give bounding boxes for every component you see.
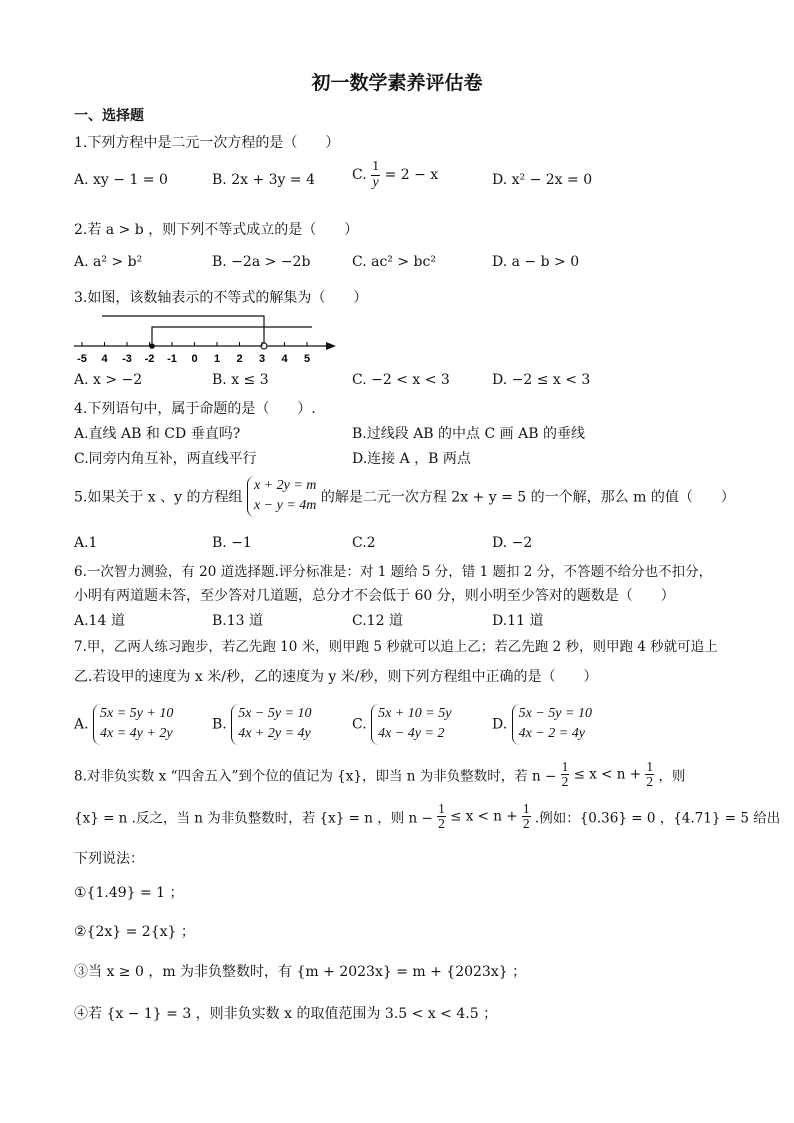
q5-option-a: A.1	[74, 535, 98, 551]
q7-d-label: D.	[492, 716, 508, 733]
q3-option-d: D. −2 ≤ x < 3	[492, 372, 591, 388]
frac-den: 2	[522, 816, 530, 832]
q8-l2-b: ≤ x < n +	[450, 808, 518, 825]
number-line-tick-label: 5	[303, 353, 311, 365]
q7-option-b	[212, 704, 312, 745]
q7-a-eq1: 5x = 5y + 10	[100, 706, 174, 721]
q2-option-b: B. −2a > −2b	[212, 254, 311, 270]
axis-arrow-icon	[326, 342, 336, 350]
frac-den: 2	[438, 816, 445, 832]
q7-c-label: C.	[352, 716, 367, 733]
q8-l2-c: .例如：{0.36} = 0 ，{4.71} = 5 给出	[534, 810, 781, 827]
bracket-x-ge-neg2	[152, 327, 312, 343]
q5-eq2: x − y = 4m	[253, 498, 317, 514]
q2-option-a: A. a² > b²	[74, 254, 143, 270]
q1-c-denominator: y	[372, 174, 379, 190]
q4-option-c: C.同旁内角互补，两直线平行	[74, 451, 257, 467]
q1-option-c	[352, 160, 438, 190]
page-title: 初一数学素养评估卷	[311, 72, 483, 94]
q8-l1-a: 8.对非负实数 x “四舍五入”到个位的值记为 {x}，即当 n 为非负整数时，若 n −	[74, 768, 557, 785]
q7-d-eq1: 5x − 5y = 10	[518, 706, 592, 721]
number-line-tick-label: 4	[281, 353, 288, 365]
q7-b-eq1: 5x − 5y = 10	[238, 706, 312, 721]
q7-stem-line1: 7.甲，乙两人练习跑步，若乙先跑 10 米，则甲跑 5 秒就可以追上乙；若乙先跑 2 秒，则甲跑 4 秒就可追上	[74, 639, 718, 655]
q5-option-b: B. −1	[212, 535, 252, 551]
q2-stem: 2.若 a > b ，则下列不等式成立的是（ ）	[74, 222, 359, 238]
q7-b-system	[231, 704, 311, 745]
number-line-tick-label: -1	[167, 353, 177, 365]
q7-d-system	[512, 704, 592, 745]
frac-den: 2	[561, 774, 569, 790]
q1-option-c-rest: = 2 − x	[384, 167, 439, 184]
frac-den: 2	[646, 774, 654, 790]
q7-c-system	[371, 704, 451, 745]
q1-option-c-label: C.	[352, 167, 367, 184]
q8-statement-2: ②{2x} = 2{x} ；	[74, 924, 195, 940]
q6-stem-line1: 6.一次智力测验，有 20 道选择题.评分标准是：对 1 题给 5 分，错 1 题扣 2 分，不答题不给分也不扣分，	[74, 564, 713, 580]
q1-c-numerator: 1	[372, 159, 380, 174]
q8-stem-line1	[74, 760, 685, 789]
q7-stem-line2: 乙.若设甲的速度为 x 米/秒，乙的速度为 y 米/秒，则下列方程组中正确的是（ ）	[74, 669, 598, 685]
q8-l2-half-1	[437, 802, 446, 831]
q8-l2-a: {x} = n .反之，当 n 为非负整数时，若 {x} = n ，则 n −	[74, 810, 433, 827]
q5-eq1: x + 2y = m	[253, 478, 317, 493]
q8-stem-line3: 下列说法：	[74, 851, 144, 867]
q2-option-d: D. a − b > 0	[492, 254, 580, 270]
q1-option-b: B. 2x + 3y = 4	[212, 172, 315, 188]
number-line-tick-label: 2	[236, 353, 243, 365]
number-line-tick-label: -5	[77, 353, 87, 365]
q1-option-a: A. xy − 1 = 0	[74, 172, 168, 188]
q1-stem: 1.下列方程中是二元一次方程的是（ ）	[74, 135, 340, 151]
q8-statement-3: ③当 x ≥ 0 ，m 为非负整数时，有 {m + 2023x} = m + {2023x} ；	[74, 964, 527, 980]
q8-statement-1: ①{1.49} = 1 ；	[74, 885, 184, 901]
frac-num: 1	[561, 759, 569, 774]
number-line-tick-label: 3	[258, 353, 266, 365]
q6-stem-line2: 小明有两道题未答，至少答对几道题，总分才不会低于 60 分，则小明至少答对的题数是（ ）	[74, 588, 675, 604]
q7-option-a	[74, 704, 173, 745]
q8-l1-b: ≤ x < n +	[573, 766, 642, 783]
q3-option-b: B. x ≤ 3	[212, 372, 269, 388]
q1-option-d: D. x² − 2x = 0	[492, 172, 593, 188]
q7-a-eq2: 4x = 4y + 2y	[100, 726, 173, 742]
q5-stem-prefix: 5.如果关于 x 、y 的方程组	[74, 489, 243, 506]
section-heading: 一、选择题	[74, 108, 144, 124]
q4-option-b: B.过线段 AB 的中点 C 画 AB 的垂线	[352, 426, 585, 442]
q4-option-d: D.连接 A ，B 两点	[352, 451, 471, 467]
q7-c-eq2: 4x − 4y = 2	[378, 726, 445, 742]
q7-c-eq1: 5x + 10 = 5y	[378, 706, 452, 721]
q5-stem-suffix: 的解是二元一次方程 2x + y = 5 的一个解，那么 m 的值（ ）	[320, 489, 735, 506]
q8-stem-line2	[74, 802, 780, 831]
q6-option-c: C.12 道	[352, 613, 403, 629]
q2-option-c: C. ac² > bc²	[352, 254, 436, 270]
q4-option-a: A.直线 AB 和 CD 垂直吗?	[74, 426, 241, 442]
q4-stem: 4.下列语句中，属于命题的是（ ）.	[74, 401, 316, 417]
frac-num: 1	[522, 801, 530, 816]
q8-statement-4: ④若 {x − 1} = 3 ，则非负实数 x 的取值范围为 3.5 < x < 4.5 ；	[74, 1006, 498, 1022]
q7-option-c	[352, 704, 451, 745]
q5-equation-system	[247, 476, 316, 517]
q7-a-system	[93, 704, 173, 745]
q7-a-label: A.	[74, 716, 89, 733]
q8-l1-half-2	[645, 760, 654, 789]
number-line-figure	[74, 310, 344, 370]
q6-option-a: A.14 道	[74, 613, 125, 629]
q8-l2-half-2	[522, 802, 531, 831]
frac-num: 1	[438, 801, 445, 816]
q7-option-d	[492, 704, 592, 745]
q1-option-c-fraction	[371, 160, 380, 190]
q5-option-d: D. −2	[492, 535, 533, 551]
number-line-tick-label: -2	[144, 353, 155, 365]
q7-b-eq2: 4x + 2y = 4y	[238, 726, 311, 742]
q3-option-c: C. −2 < x < 3	[352, 372, 450, 388]
q7-b-label: B.	[212, 716, 227, 733]
q7-d-eq2: 4x − 2 = 4y	[518, 726, 585, 742]
bracket-x-lt-3	[102, 316, 264, 343]
number-line-tick-label: 1	[213, 353, 221, 365]
q3-option-a: A. x > −2	[74, 372, 143, 388]
q8-l1-half-1	[561, 760, 570, 789]
number-line-tick-label: 4	[101, 353, 108, 365]
q5-option-c: C.2	[352, 535, 376, 551]
q8-l1-c: ，则	[658, 768, 686, 785]
q6-option-d: D.11 道	[492, 613, 544, 629]
q5-stem	[74, 476, 735, 517]
q3-stem: 3.如图，该数轴表示的不等式的解集为（ ）	[74, 290, 368, 306]
frac-num: 1	[646, 759, 654, 774]
number-line-tick-label: -3	[122, 353, 132, 365]
q6-option-b: B.13 道	[212, 613, 264, 629]
number-line-tick-label: 0	[191, 353, 198, 365]
